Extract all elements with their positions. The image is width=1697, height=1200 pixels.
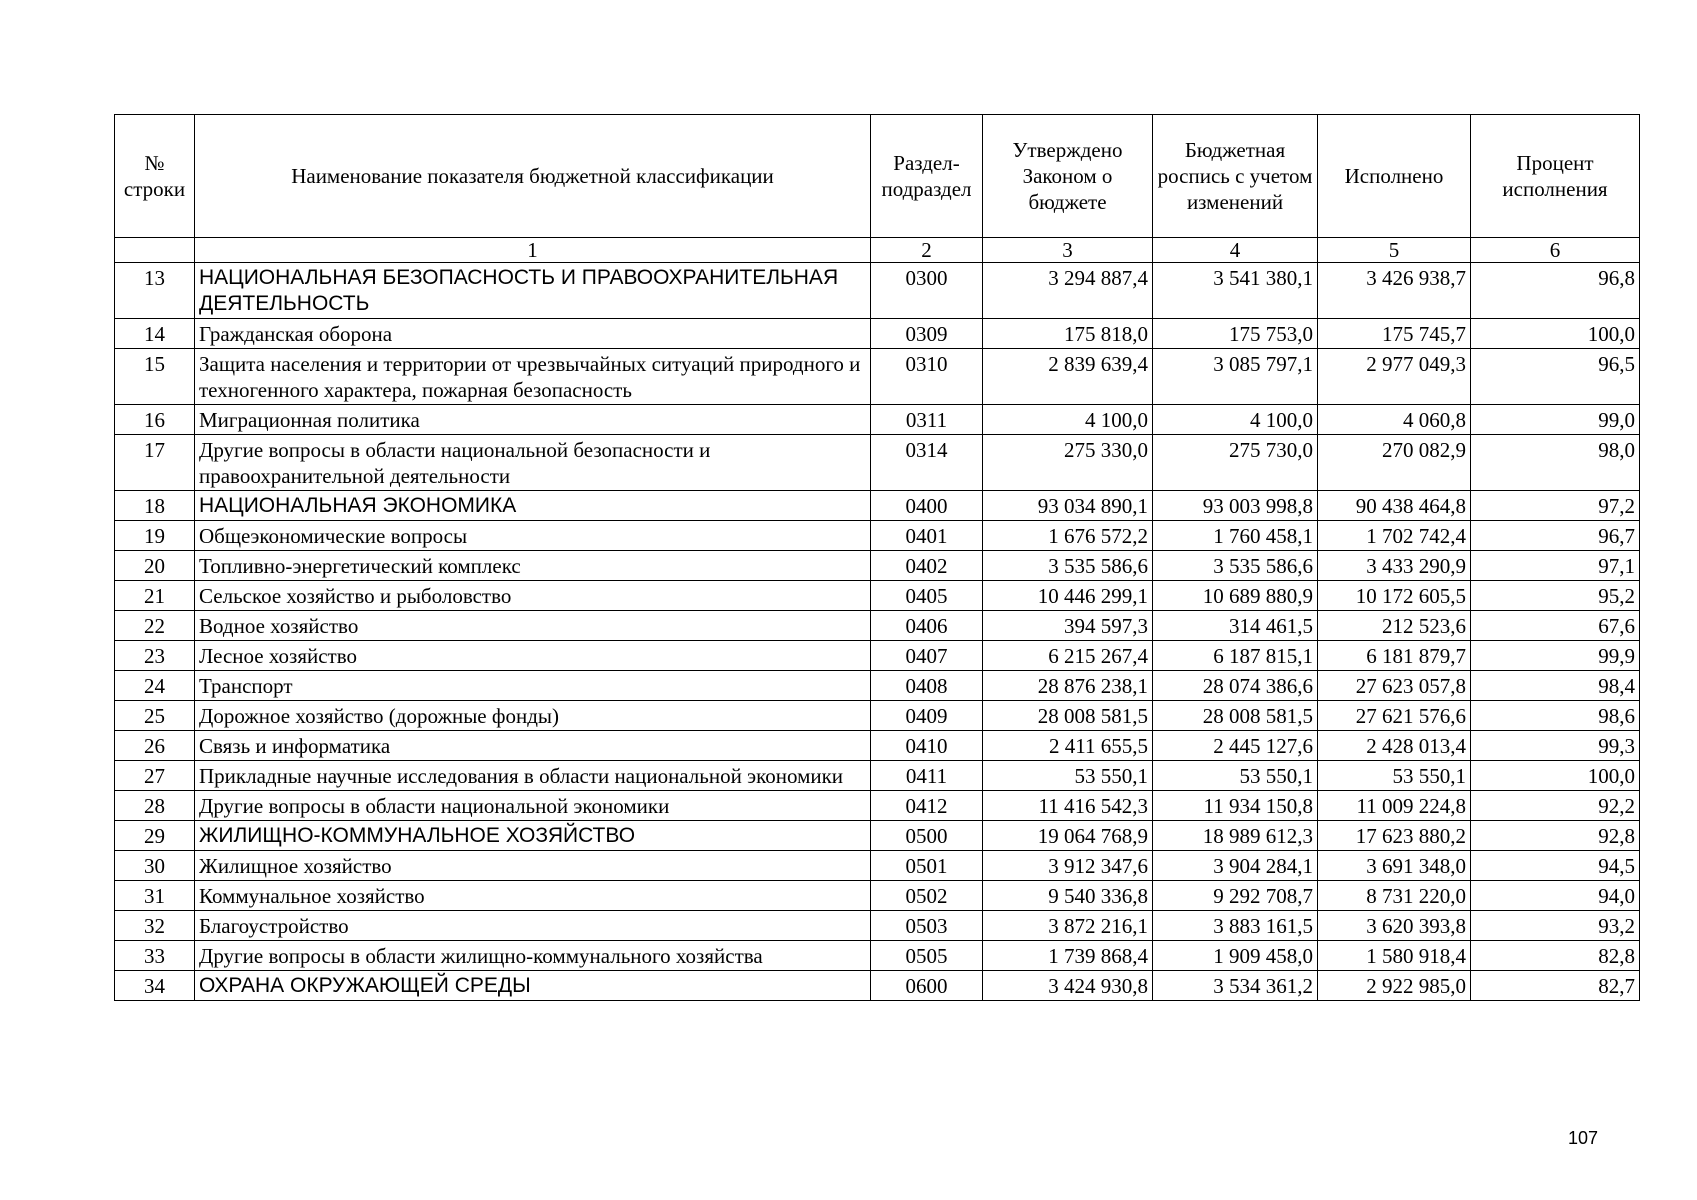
execution-percent-cell: 97,1 xyxy=(1471,551,1640,581)
header-code: Раздел-подраздел xyxy=(871,115,983,238)
indicator-name-cell: Дорожное хозяйство (дорожные фонды) xyxy=(195,701,871,731)
table-row xyxy=(115,263,1640,319)
indicator-name-cell: Другие вопросы в области жилищно-коммунального хозяйства xyxy=(195,941,871,971)
budget-schedule-cell: 175 753,0 xyxy=(1153,319,1318,349)
indicator-name-cell: НАЦИОНАЛЬНАЯ БЕЗОПАСНОСТЬ И ПРАВООХРАНИТЕЛЬНАЯ ДЕЯТЕЛЬНОСТЬ xyxy=(195,263,871,319)
executed-amount-cell: 2 977 049,3 xyxy=(1318,349,1471,405)
approved-amount-cell: 275 330,0 xyxy=(983,435,1153,491)
table-row xyxy=(115,641,1640,671)
approved-amount-cell: 1 676 572,2 xyxy=(983,521,1153,551)
execution-percent-cell: 92,8 xyxy=(1471,821,1640,851)
executed-amount-cell: 11 009 224,8 xyxy=(1318,791,1471,821)
row-number-cell: 27 xyxy=(115,761,195,791)
section-code-cell: 0400 xyxy=(871,491,983,521)
executed-amount-cell: 27 621 576,6 xyxy=(1318,701,1471,731)
budget-schedule-cell: 53 550,1 xyxy=(1153,761,1318,791)
executed-amount-cell: 3 426 938,7 xyxy=(1318,263,1471,319)
budget-schedule-cell: 28 008 581,5 xyxy=(1153,701,1318,731)
row-number-cell: 15 xyxy=(115,349,195,405)
budget-schedule-cell: 3 535 586,6 xyxy=(1153,551,1318,581)
indicator-name-cell: Коммунальное хозяйство xyxy=(195,881,871,911)
execution-percent-cell: 67,6 xyxy=(1471,611,1640,641)
section-code-cell: 0402 xyxy=(871,551,983,581)
executed-amount-cell: 2 428 013,4 xyxy=(1318,731,1471,761)
section-code-cell: 0600 xyxy=(871,971,983,1001)
indicator-name-cell: НАЦИОНАЛЬНАЯ ЭКОНОМИКА xyxy=(195,491,871,521)
budget-schedule-cell: 10 689 880,9 xyxy=(1153,581,1318,611)
indicator-name-cell: Топливно-энергетический комплекс xyxy=(195,551,871,581)
execution-percent-cell: 96,5 xyxy=(1471,349,1640,405)
execution-percent-cell: 99,9 xyxy=(1471,641,1640,671)
approved-amount-cell: 4 100,0 xyxy=(983,405,1153,435)
table-row xyxy=(115,791,1640,821)
header-row-no: № строки xyxy=(115,115,195,238)
row-number-cell: 19 xyxy=(115,521,195,551)
indicator-name-cell: Другие вопросы в области национальной безопасности и правоохранительной деятельности xyxy=(195,435,871,491)
approved-amount-cell: 3 872 216,1 xyxy=(983,911,1153,941)
executed-amount-cell: 270 082,9 xyxy=(1318,435,1471,491)
page-number: 107 xyxy=(1568,1128,1599,1148)
budget-schedule-cell: 1 909 458,0 xyxy=(1153,941,1318,971)
executed-amount-cell: 2 922 985,0 xyxy=(1318,971,1471,1001)
budget-schedule-cell: 18 989 612,3 xyxy=(1153,821,1318,851)
indicator-name-cell: Миграционная политика xyxy=(195,405,871,435)
row-number-cell: 20 xyxy=(115,551,195,581)
execution-percent-cell: 94,0 xyxy=(1471,881,1640,911)
header-schedule: Бюджетная роспись с учетом изменений xyxy=(1153,115,1318,238)
executed-amount-cell: 212 523,6 xyxy=(1318,611,1471,641)
section-code-cell: 0300 xyxy=(871,263,983,319)
row-number-cell: 18 xyxy=(115,491,195,521)
section-code-cell: 0409 xyxy=(871,701,983,731)
row-number-cell: 34 xyxy=(115,971,195,1001)
execution-percent-cell: 98,4 xyxy=(1471,671,1640,701)
table-row xyxy=(115,971,1640,1001)
budget-schedule-cell: 3 883 161,5 xyxy=(1153,911,1318,941)
executed-amount-cell: 6 181 879,7 xyxy=(1318,641,1471,671)
approved-amount-cell: 28 876 238,1 xyxy=(983,671,1153,701)
approved-amount-cell: 93 034 890,1 xyxy=(983,491,1153,521)
approved-amount-cell: 2 411 655,5 xyxy=(983,731,1153,761)
execution-percent-cell: 82,8 xyxy=(1471,941,1640,971)
executed-amount-cell: 3 433 290,9 xyxy=(1318,551,1471,581)
budget-table xyxy=(114,114,1640,1001)
budget-schedule-cell: 3 541 380,1 xyxy=(1153,263,1318,319)
row-number-cell: 16 xyxy=(115,405,195,435)
approved-amount-cell: 3 535 586,6 xyxy=(983,551,1153,581)
section-code-cell: 0408 xyxy=(871,671,983,701)
column-number: 1 xyxy=(195,238,871,263)
section-code-cell: 0311 xyxy=(871,405,983,435)
indicator-name-cell: Транспорт xyxy=(195,671,871,701)
table-row xyxy=(115,435,1640,491)
section-code-cell: 0406 xyxy=(871,611,983,641)
row-number-cell: 25 xyxy=(115,701,195,731)
column-number: 4 xyxy=(1153,238,1318,263)
budget-schedule-cell: 93 003 998,8 xyxy=(1153,491,1318,521)
approved-amount-cell: 1 739 868,4 xyxy=(983,941,1153,971)
table-row xyxy=(115,731,1640,761)
table-row xyxy=(115,701,1640,731)
table-row xyxy=(115,821,1640,851)
approved-amount-cell: 10 446 299,1 xyxy=(983,581,1153,611)
section-code-cell: 0501 xyxy=(871,851,983,881)
table-row xyxy=(115,405,1640,435)
section-code-cell: 0314 xyxy=(871,435,983,491)
row-number-cell: 23 xyxy=(115,641,195,671)
execution-percent-cell: 97,2 xyxy=(1471,491,1640,521)
approved-amount-cell: 3 294 887,4 xyxy=(983,263,1153,319)
budget-schedule-cell: 3 085 797,1 xyxy=(1153,349,1318,405)
approved-amount-cell: 11 416 542,3 xyxy=(983,791,1153,821)
indicator-name-cell: Общеэкономические вопросы xyxy=(195,521,871,551)
section-code-cell: 0500 xyxy=(871,821,983,851)
column-number-row xyxy=(115,238,1640,263)
row-number-cell: 13 xyxy=(115,263,195,319)
executed-amount-cell: 10 172 605,5 xyxy=(1318,581,1471,611)
budget-schedule-cell: 1 760 458,1 xyxy=(1153,521,1318,551)
execution-percent-cell: 96,8 xyxy=(1471,263,1640,319)
section-code-cell: 0505 xyxy=(871,941,983,971)
column-number: 2 xyxy=(871,238,983,263)
approved-amount-cell: 175 818,0 xyxy=(983,319,1153,349)
indicator-name-cell: ОХРАНА ОКРУЖАЮЩЕЙ СРЕДЫ xyxy=(195,971,871,1001)
execution-percent-cell: 100,0 xyxy=(1471,319,1640,349)
indicator-name-cell: Прикладные научные исследования в области национальной экономики xyxy=(195,761,871,791)
header-name: Наименование показателя бюджетной классификации xyxy=(195,115,871,238)
approved-amount-cell: 53 550,1 xyxy=(983,761,1153,791)
header-percent: Процент исполнения xyxy=(1471,115,1640,238)
indicator-name-cell: Водное хозяйство xyxy=(195,611,871,641)
table-row xyxy=(115,551,1640,581)
section-code-cell: 0503 xyxy=(871,911,983,941)
row-number-cell: 30 xyxy=(115,851,195,881)
section-code-cell: 0411 xyxy=(871,761,983,791)
header-executed: Исполнено xyxy=(1318,115,1471,238)
section-code-cell: 0407 xyxy=(871,641,983,671)
budget-schedule-cell: 9 292 708,7 xyxy=(1153,881,1318,911)
row-number-cell: 17 xyxy=(115,435,195,491)
execution-percent-cell: 93,2 xyxy=(1471,911,1640,941)
approved-amount-cell: 2 839 639,4 xyxy=(983,349,1153,405)
executed-amount-cell: 175 745,7 xyxy=(1318,319,1471,349)
executed-amount-cell: 27 623 057,8 xyxy=(1318,671,1471,701)
execution-percent-cell: 100,0 xyxy=(1471,761,1640,791)
budget-schedule-cell: 6 187 815,1 xyxy=(1153,641,1318,671)
indicator-name-cell: Лесное хозяйство xyxy=(195,641,871,671)
indicator-name-cell: Жилищное хозяйство xyxy=(195,851,871,881)
executed-amount-cell: 4 060,8 xyxy=(1318,405,1471,435)
budget-schedule-cell: 3 904 284,1 xyxy=(1153,851,1318,881)
executed-amount-cell: 17 623 880,2 xyxy=(1318,821,1471,851)
section-code-cell: 0401 xyxy=(871,521,983,551)
header-row xyxy=(115,115,1640,238)
row-number-cell: 26 xyxy=(115,731,195,761)
section-code-cell: 0412 xyxy=(871,791,983,821)
section-code-cell: 0309 xyxy=(871,319,983,349)
row-number-cell: 33 xyxy=(115,941,195,971)
executed-amount-cell: 8 731 220,0 xyxy=(1318,881,1471,911)
indicator-name-cell: Благоустройство xyxy=(195,911,871,941)
row-number-cell: 28 xyxy=(115,791,195,821)
indicator-name-cell: Связь и информатика xyxy=(195,731,871,761)
execution-percent-cell: 82,7 xyxy=(1471,971,1640,1001)
row-number-cell: 32 xyxy=(115,911,195,941)
execution-percent-cell: 98,0 xyxy=(1471,435,1640,491)
indicator-name-cell: Защита населения и территории от чрезвычайных ситуаций природного и техногенного характера, пожарная безопасность xyxy=(195,349,871,405)
execution-percent-cell: 92,2 xyxy=(1471,791,1640,821)
approved-amount-cell: 3 912 347,6 xyxy=(983,851,1153,881)
budget-schedule-cell: 275 730,0 xyxy=(1153,435,1318,491)
executed-amount-cell: 1 580 918,4 xyxy=(1318,941,1471,971)
row-number-cell: 29 xyxy=(115,821,195,851)
table-row xyxy=(115,319,1640,349)
table-row xyxy=(115,611,1640,641)
budget-schedule-cell: 2 445 127,6 xyxy=(1153,731,1318,761)
budget-schedule-cell: 28 074 386,6 xyxy=(1153,671,1318,701)
header-approved: Утверждено Законом о бюджете xyxy=(983,115,1153,238)
section-code-cell: 0310 xyxy=(871,349,983,405)
table-row xyxy=(115,911,1640,941)
row-number-cell: 21 xyxy=(115,581,195,611)
executed-amount-cell: 3 620 393,8 xyxy=(1318,911,1471,941)
table-row xyxy=(115,881,1640,911)
indicator-name-cell: ЖИЛИЩНО-КОММУНАЛЬНОЕ ХОЗЯЙСТВО xyxy=(195,821,871,851)
approved-amount-cell: 3 424 930,8 xyxy=(983,971,1153,1001)
section-code-cell: 0405 xyxy=(871,581,983,611)
executed-amount-cell: 53 550,1 xyxy=(1318,761,1471,791)
approved-amount-cell: 394 597,3 xyxy=(983,611,1153,641)
budget-schedule-cell: 4 100,0 xyxy=(1153,405,1318,435)
execution-percent-cell: 94,5 xyxy=(1471,851,1640,881)
approved-amount-cell: 6 215 267,4 xyxy=(983,641,1153,671)
row-number-cell: 24 xyxy=(115,671,195,701)
budget-schedule-cell: 3 534 361,2 xyxy=(1153,971,1318,1001)
approved-amount-cell: 28 008 581,5 xyxy=(983,701,1153,731)
row-number-cell: 14 xyxy=(115,319,195,349)
execution-percent-cell: 99,3 xyxy=(1471,731,1640,761)
approved-amount-cell: 19 064 768,9 xyxy=(983,821,1153,851)
column-number: 6 xyxy=(1471,238,1640,263)
section-code-cell: 0502 xyxy=(871,881,983,911)
budget-schedule-cell: 314 461,5 xyxy=(1153,611,1318,641)
table-row xyxy=(115,671,1640,701)
column-number: 5 xyxy=(1318,238,1471,263)
indicator-name-cell: Сельское хозяйство и рыболовство xyxy=(195,581,871,611)
executed-amount-cell: 1 702 742,4 xyxy=(1318,521,1471,551)
execution-percent-cell: 96,7 xyxy=(1471,521,1640,551)
table-row xyxy=(115,941,1640,971)
execution-percent-cell: 95,2 xyxy=(1471,581,1640,611)
table-row xyxy=(115,521,1640,551)
execution-percent-cell: 98,6 xyxy=(1471,701,1640,731)
table-row xyxy=(115,851,1640,881)
executed-amount-cell: 90 438 464,8 xyxy=(1318,491,1471,521)
column-number: 3 xyxy=(983,238,1153,263)
indicator-name-cell: Гражданская оборона xyxy=(195,319,871,349)
section-code-cell: 0410 xyxy=(871,731,983,761)
approved-amount-cell: 9 540 336,8 xyxy=(983,881,1153,911)
executed-amount-cell: 3 691 348,0 xyxy=(1318,851,1471,881)
table-row xyxy=(115,761,1640,791)
budget-schedule-cell: 11 934 150,8 xyxy=(1153,791,1318,821)
table-row xyxy=(115,349,1640,405)
indicator-name-cell: Другие вопросы в области национальной экономики xyxy=(195,791,871,821)
row-number-cell: 31 xyxy=(115,881,195,911)
column-number xyxy=(115,238,195,263)
row-number-cell: 22 xyxy=(115,611,195,641)
execution-percent-cell: 99,0 xyxy=(1471,405,1640,435)
table-row xyxy=(115,491,1640,521)
table-row xyxy=(115,581,1640,611)
